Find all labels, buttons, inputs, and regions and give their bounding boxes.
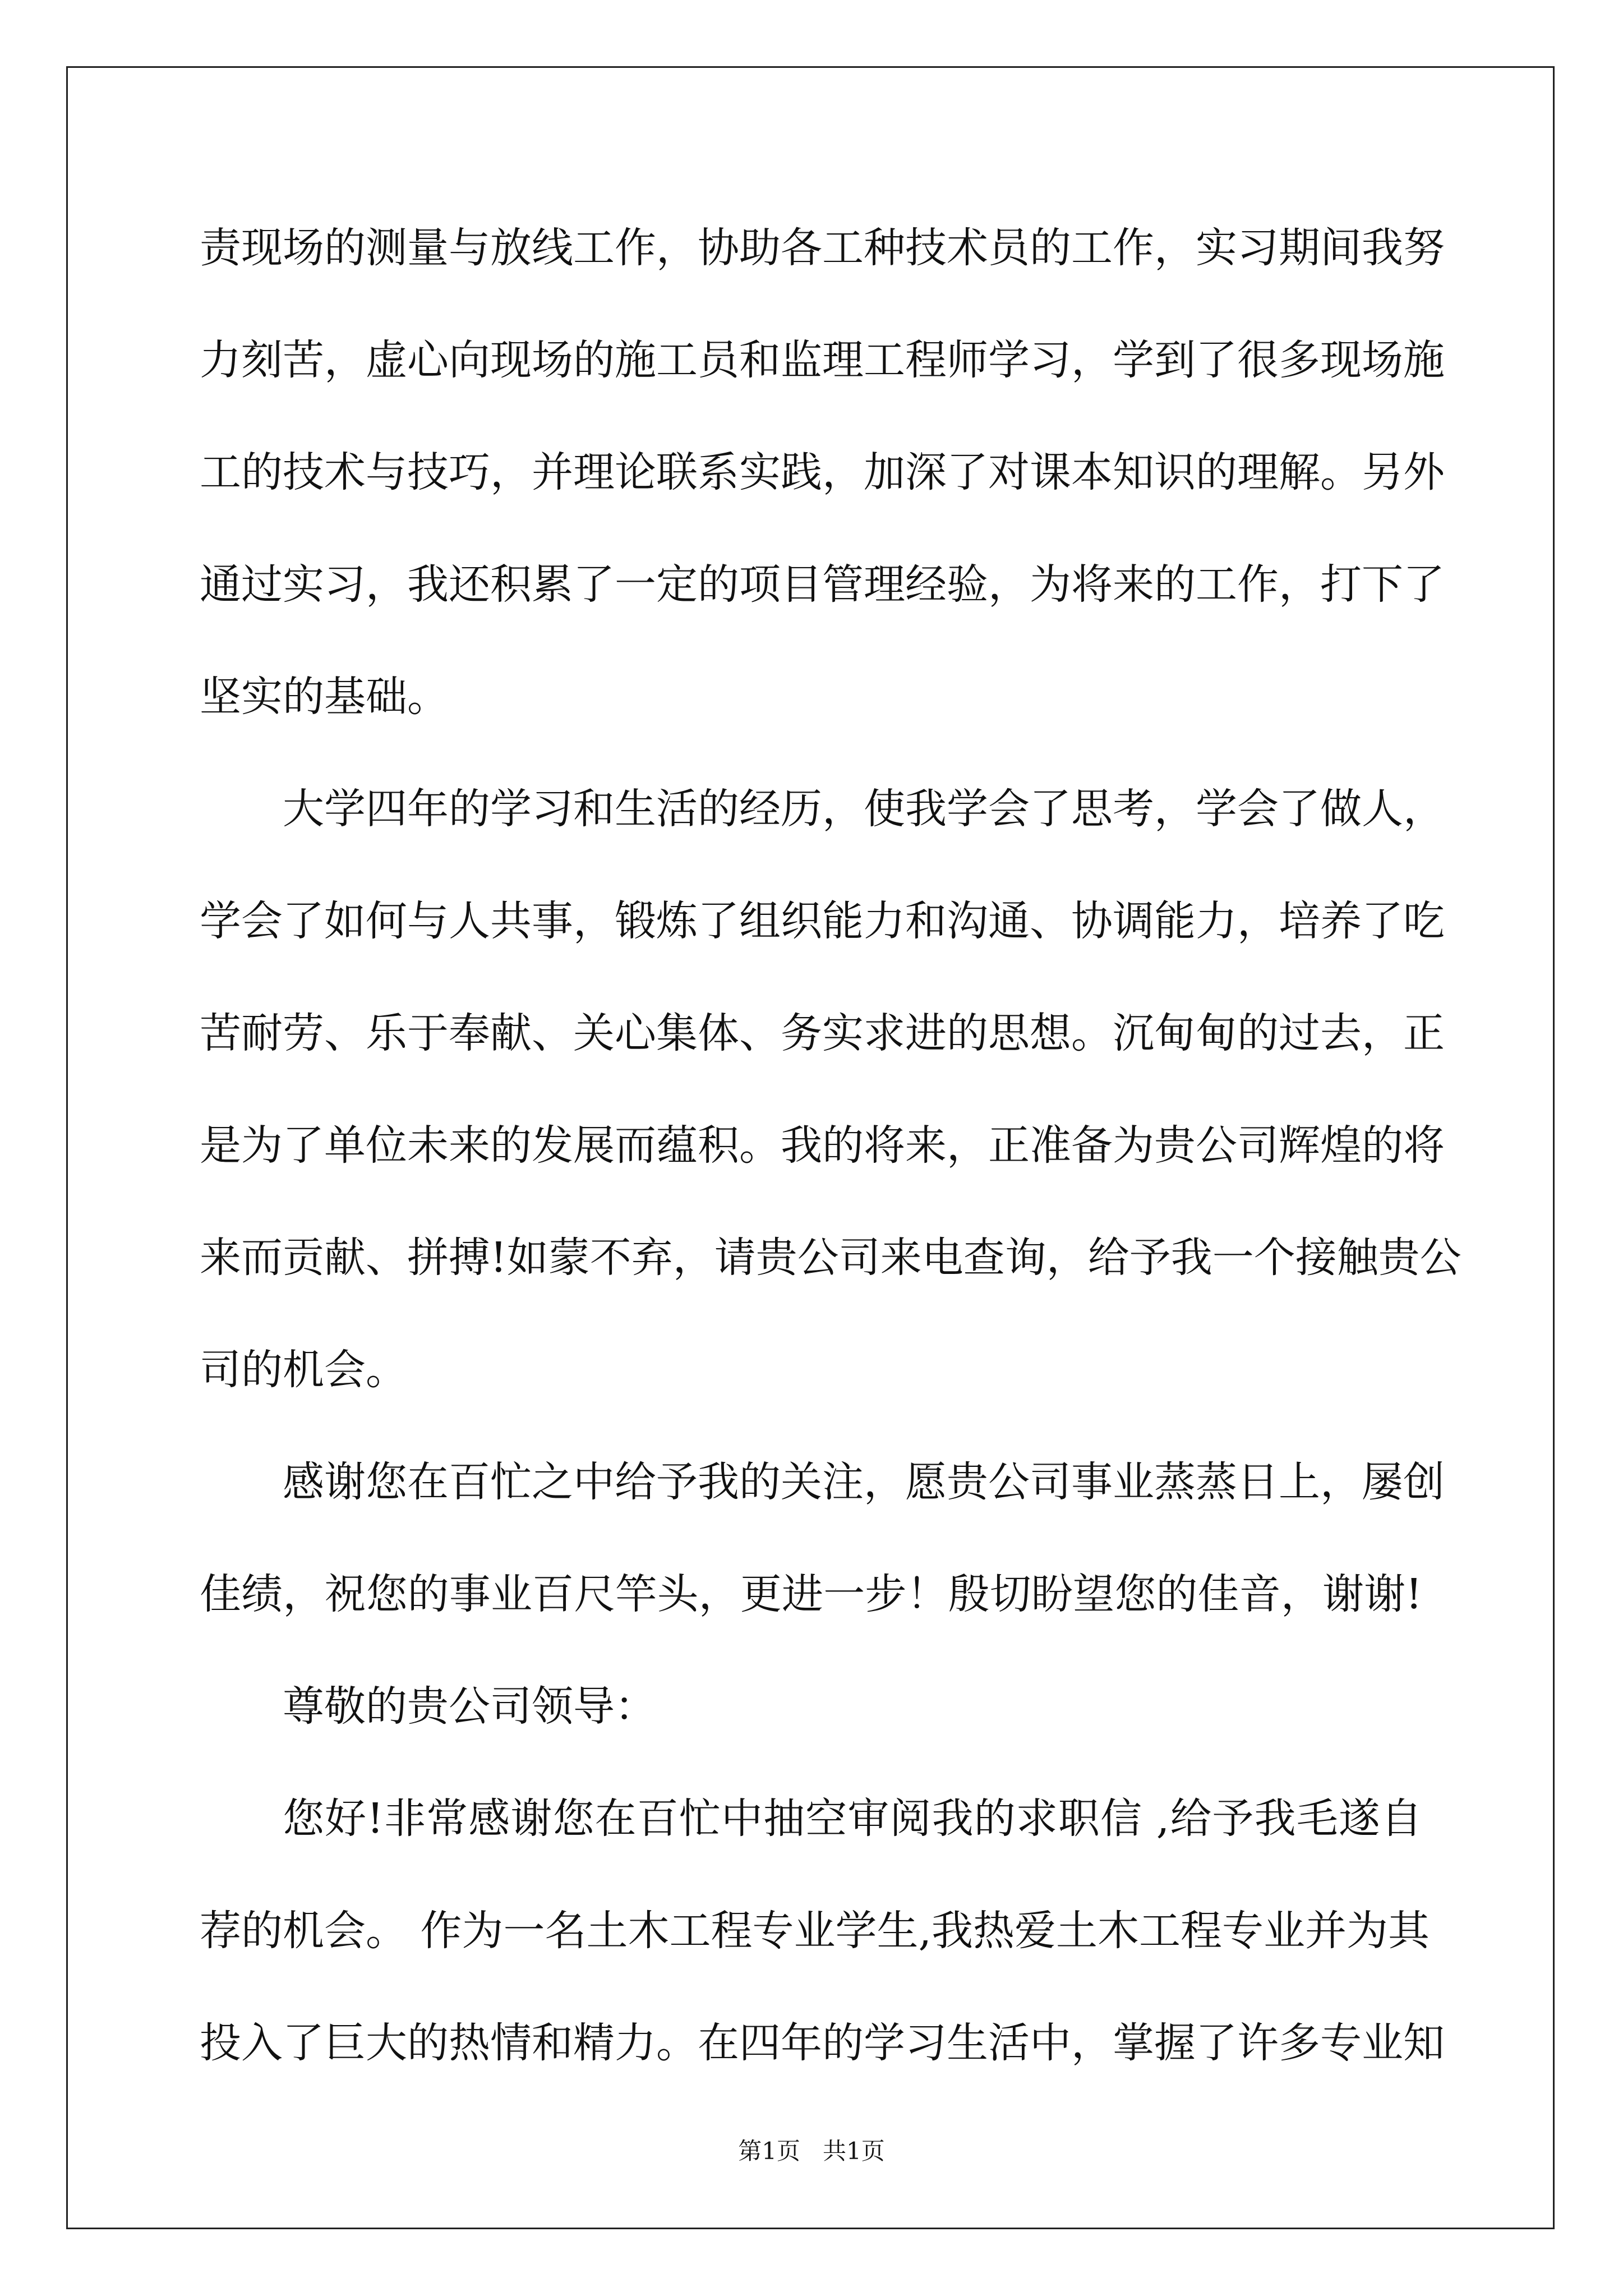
text-line: 大学四年的学习和生活的经历，使我学会了思考，学会了做人， [283,785,1445,833]
text-line: 苦耐劳、乐于奉献、关心集体、务实求进的思想。沉甸甸的过去，正 [200,1009,1445,1057]
text-line: 荐的机会。 作为一名土木工程专业学生,我热爱土木工程专业并为其 [200,1907,1430,1955]
text-line: 感谢您在百忙之中给予我的关注，愿贵公司事业蒸蒸日上，屡创 [283,1458,1445,1506]
text-line: 学会了如何与人共事，锻炼了组织能力和沟通、协调能力，培养了吃 [200,897,1445,945]
text-line: 是为了单位未来的发展而蕴积。我的将来，正准备为贵公司辉煌的将 [200,1121,1445,1170]
text-line: 力刻苦，虚心向现场的施工员和监理工程师学习，学到了很多现场施 [200,336,1445,384]
salutation: 尊敬的贵公司领导： [283,1682,656,1731]
text-line: 责现场的测量与放线工作，协助各工种技术员的工作，实习期间我努 [200,224,1445,272]
text-line: 司的机会。 [200,1346,407,1394]
text-line: 工的技术与技巧，并理论联系实践，加深了对课本知识的理解。另外 [200,448,1445,496]
page-footer: 第1页 共1页 [738,2137,885,2165]
text-line: 来而贡献、拼搏!如蒙不弃，请贵公司来电查询，给予我一个接触贵公 [200,1234,1461,1282]
text-line: 投入了巨大的热情和精力。在四年的学习生活中，掌握了许多专业知 [200,2019,1445,2067]
text-line: 通过实习，我还积累了一定的项目管理经验，为将来的工作，打下了 [200,560,1445,609]
text-line: 坚实的基础。 [200,673,449,721]
text-line: 您好!非常感谢您在百忙中抽空审阅我的求职信 ,给予我毛遂自 [283,1795,1422,1843]
text-line: 佳绩，祝您的事业百尺竿头，更进一步！殷切盼望您的佳音，谢谢! [200,1570,1422,1618]
